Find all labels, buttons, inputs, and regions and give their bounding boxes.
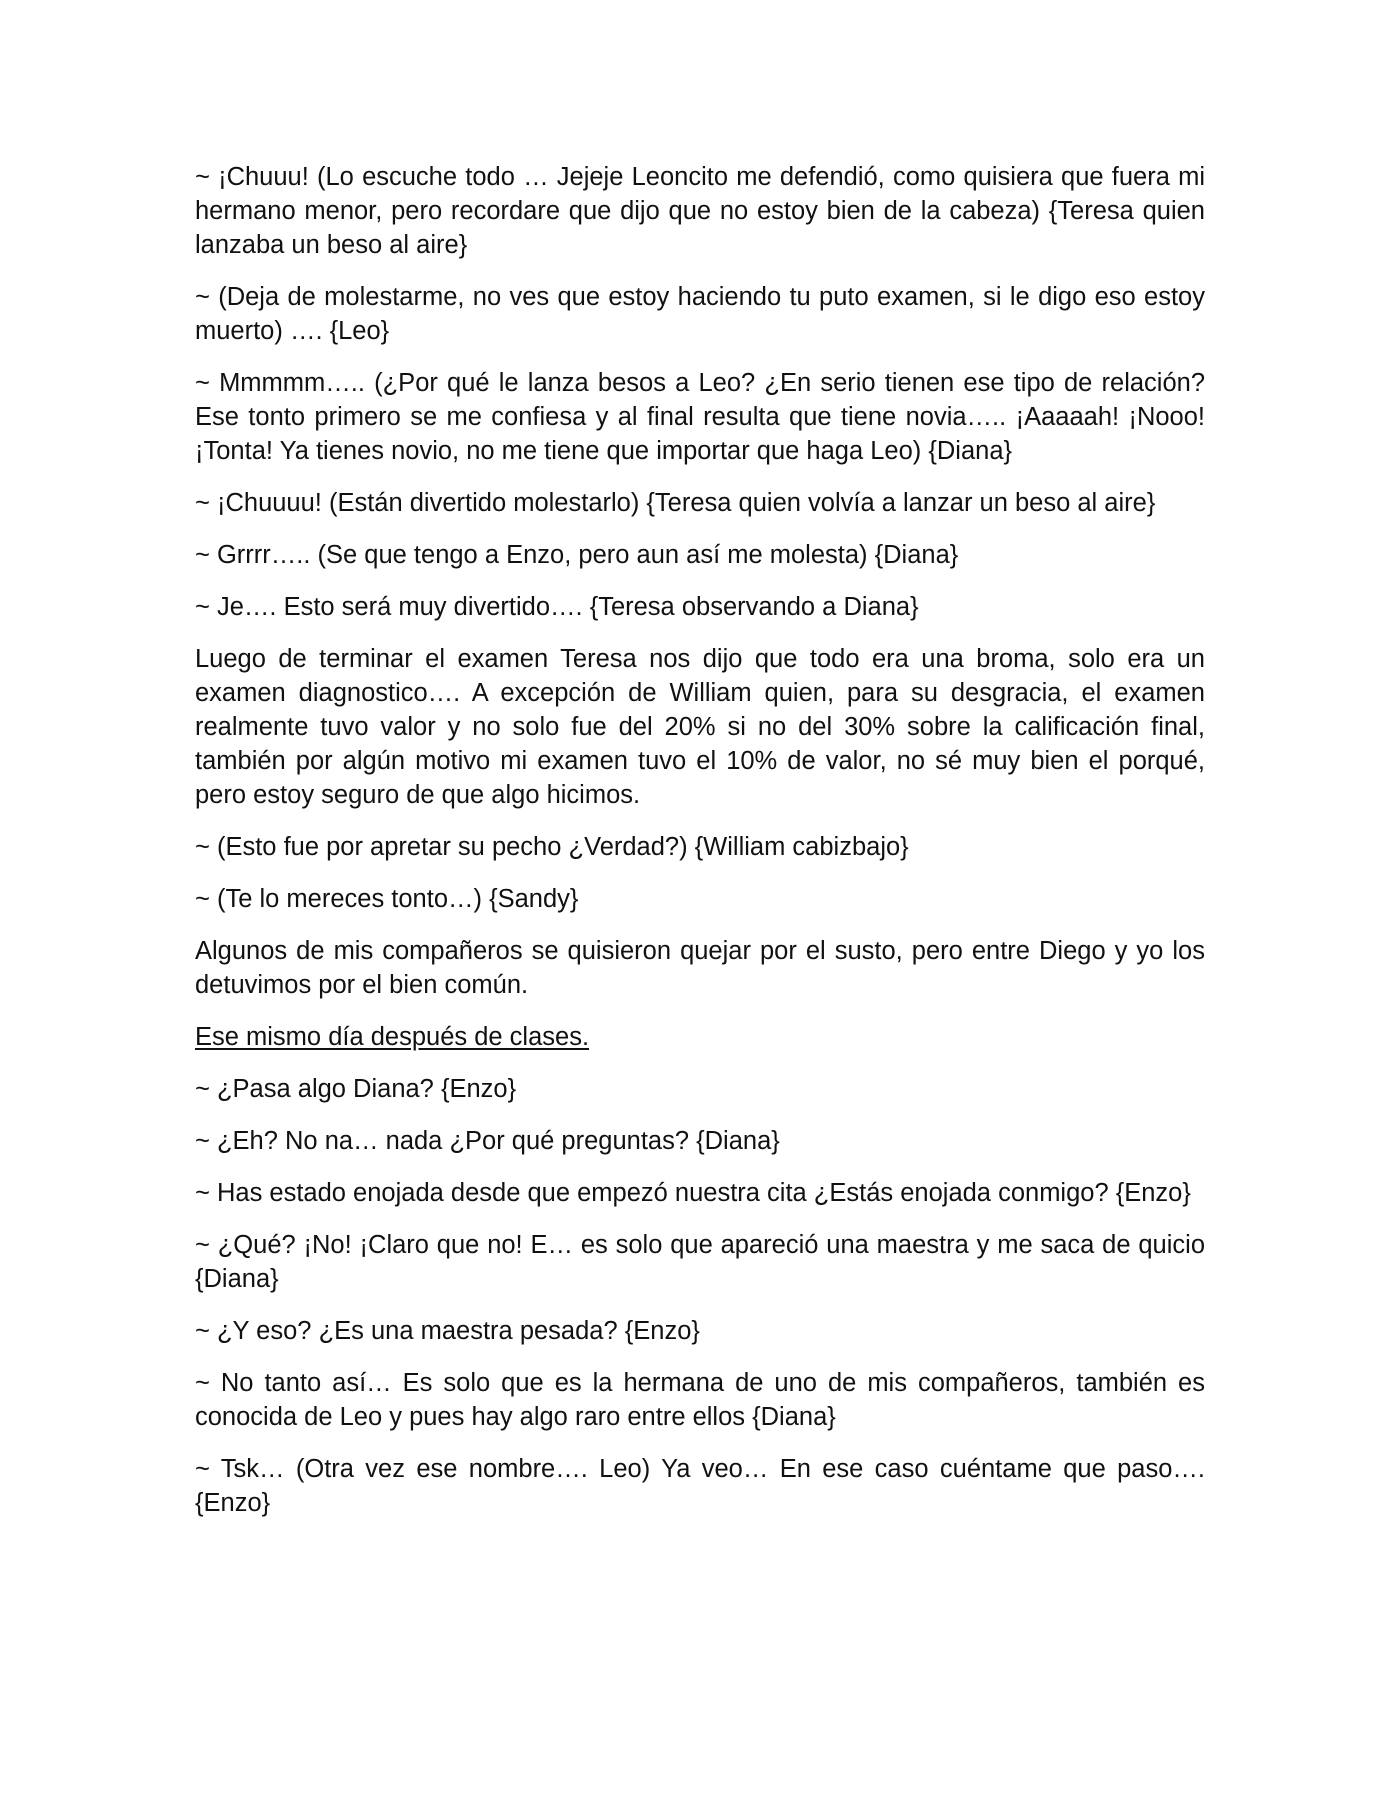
paragraph: ~ Tsk… (Otra vez ese nombre…. Leo) Ya veo… En ese caso cuéntame que paso…. {Enzo}	[195, 1455, 1205, 1517]
paragraph: ~ ¿Qué? ¡No! ¡Claro que no! E… es solo que apareció una maestra y me saca de quicio {Diana}	[195, 1231, 1205, 1293]
paragraph: Luego de terminar el examen Teresa nos dijo que todo era una broma, solo era un examen diagnostico…. A excepción de William quien, para su desgracia, el examen realmente tuvo valor y no solo fue del 20% si no del 30% sobre la calificación final, también por algún motivo mi examen tuvo el 10% de valor, no sé muy bien el porqué, pero estoy seguro de que algo hicimos.	[195, 645, 1205, 809]
paragraph: ~ Mmmmm….. (¿Por qué le lanza besos a Leo? ¿En serio tienen ese tipo de relación? Ese tonto primero se me confiesa y al final resulta que tiene novia….. ¡Aaaaah! ¡Nooo! ¡Tonta! Ya tienes novio, no me tiene que importar que haga Leo) {Diana}	[195, 369, 1205, 465]
paragraph: ~ ¡Chuuu! (Lo escuche todo … Jejeje Leoncito me defendió, como quisiera que fuera mi hermano menor, pero recordare que dijo que no estoy bien de la cabeza) {Teresa quien lanzaba un beso al aire}	[195, 163, 1205, 259]
paragraph: ~ Grrrr….. (Se que tengo a Enzo, pero aun así me molesta) {Diana}	[195, 541, 959, 569]
paragraph: ~ ¡Chuuuu! (Están divertido molestarlo) {Teresa quien volvía a lanzar un beso al aire}	[195, 489, 1156, 517]
section-heading: Ese mismo día después de clases.	[195, 1023, 590, 1051]
paragraph: ~ (Deja de molestarme, no ves que estoy haciendo tu puto examen, si le digo eso estoy muerto) …. {Leo}	[195, 283, 1205, 345]
paragraph: ~ No tanto así… Es solo que es la hermana de uno de mis compañeros, también es conocida de Leo y pues hay algo raro entre ellos {Diana}	[195, 1369, 1205, 1431]
document-page	[195, 160, 1205, 1538]
paragraph: ~ ¿Y eso? ¿Es una maestra pesada? {Enzo}	[195, 1317, 700, 1345]
paragraph: ~ ¿Eh? No na… nada ¿Por qué preguntas? {Diana}	[195, 1127, 780, 1155]
paragraph: ~ ¿Pasa algo Diana? {Enzo}	[195, 1075, 517, 1103]
paragraph: ~ (Te lo mereces tonto…) {Sandy}	[195, 885, 579, 913]
paragraph: ~ Has estado enojada desde que empezó nuestra cita ¿Estás enojada conmigo? {Enzo}	[195, 1179, 1191, 1207]
paragraph: ~ Je…. Esto será muy divertido…. {Teresa observando a Diana}	[195, 593, 919, 621]
paragraph: Algunos de mis compañeros se quisieron quejar por el susto, pero entre Diego y yo los detuvimos por el bien común.	[195, 937, 1205, 999]
paragraph: ~ (Esto fue por apretar su pecho ¿Verdad?) {William cabizbajo}	[195, 833, 909, 861]
